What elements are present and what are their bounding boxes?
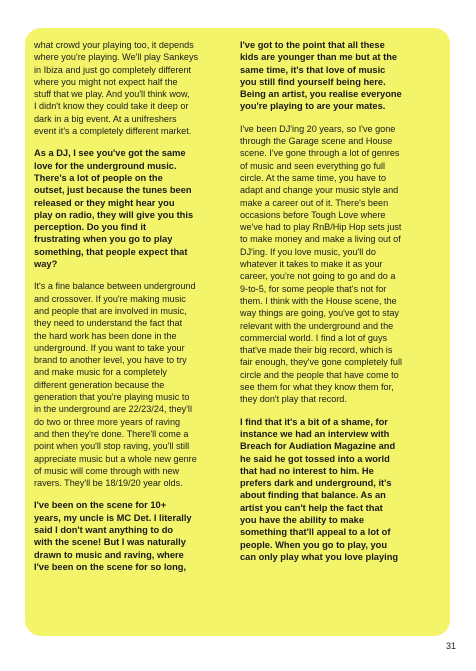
question-paragraph: I've got to the point that all these kids are younger than me but at the same time, it's that love of music you still find yourself being here. Being an artist, you realise everyone you're playing to are your mates. [240,40,402,112]
article-panel [25,28,450,636]
right-column [240,39,441,573]
question-paragraph: I've been on the scene for 10+ years, my uncle is MC Det. I literally said I don't want anything to do with the scene! But I was naturally drawn to music and raving, where I've been on the scene for so long, [34,500,192,572]
answer-paragraph: It's a fine balance between underground and crossover. If you're making music and people that are involved in music, they need to understand the fact that the hard work has been done in the underground. If you want to take your brand to another level, you have to try and make music for a completely different generation because the generation that you're playing music to in the underground are 22/23/24, they'll do two or three more years of raving and then they're done. There'll come a point when you'll stop raving, you'll still appreciate music but a whole new genre of music will come through with new ravers. They'll be 18/19/20 year olds. [34,281,197,489]
left-column [34,39,236,583]
page-number: 31 [445,641,456,651]
question-paragraph: As a DJ, I see you've got the same love for the underground music. There's a lot of people on the outset, just because the tunes been released or they might hear you play on radio, they will give you this perception. Do you find it frustrating when you go to play something, that people expect that way? [34,148,194,270]
answer-paragraph: I've been DJ'ing 20 years, so I've gone through the Garage scene and House scene. I've gone through a lot of genres of music and seen everything go full circle. At the same time, you have to adapt and change your music style and make a career out of it. There's been occasions before Tough Love where we've had to play RnB/Hip Hop sets just to make money and make a living out of DJ'ing. If you love music, you'll do whatever it takes to make it as your career, you're not going to go and do a 9-to-5, for some people that's not for them. I think with the House scene, the way things are going, you've got to stay relevant with the underground and the commercial world. I find a lot of guys that've made their big record, which is fair enough, they've gone completely full circle and the people that have come to see them for what they know them for, they don't play that record. [240,123,402,405]
question-paragraph: I find that it's a bit of a shame, for instance we had an interview with Breach for Audiation Magazine and he said he got tossed into a world that had no interest to him. He prefers dark and underground, it's about finding that balance. As an artist you can't help the fact that you have the ability to make something that'll appeal to a lot of people. When you go to play, you can only play what you love playing [240,416,399,562]
answer-paragraph: what crowd your playing too, it depends where you're playing. We'll play Sankeys in Ibiza and just go completely different where you might not expect half the stuff that we play. And you'll think wow, I didn't know they could take it deep or dark in a big event. At a unifreshers event it's a completely different market. [34,40,199,137]
